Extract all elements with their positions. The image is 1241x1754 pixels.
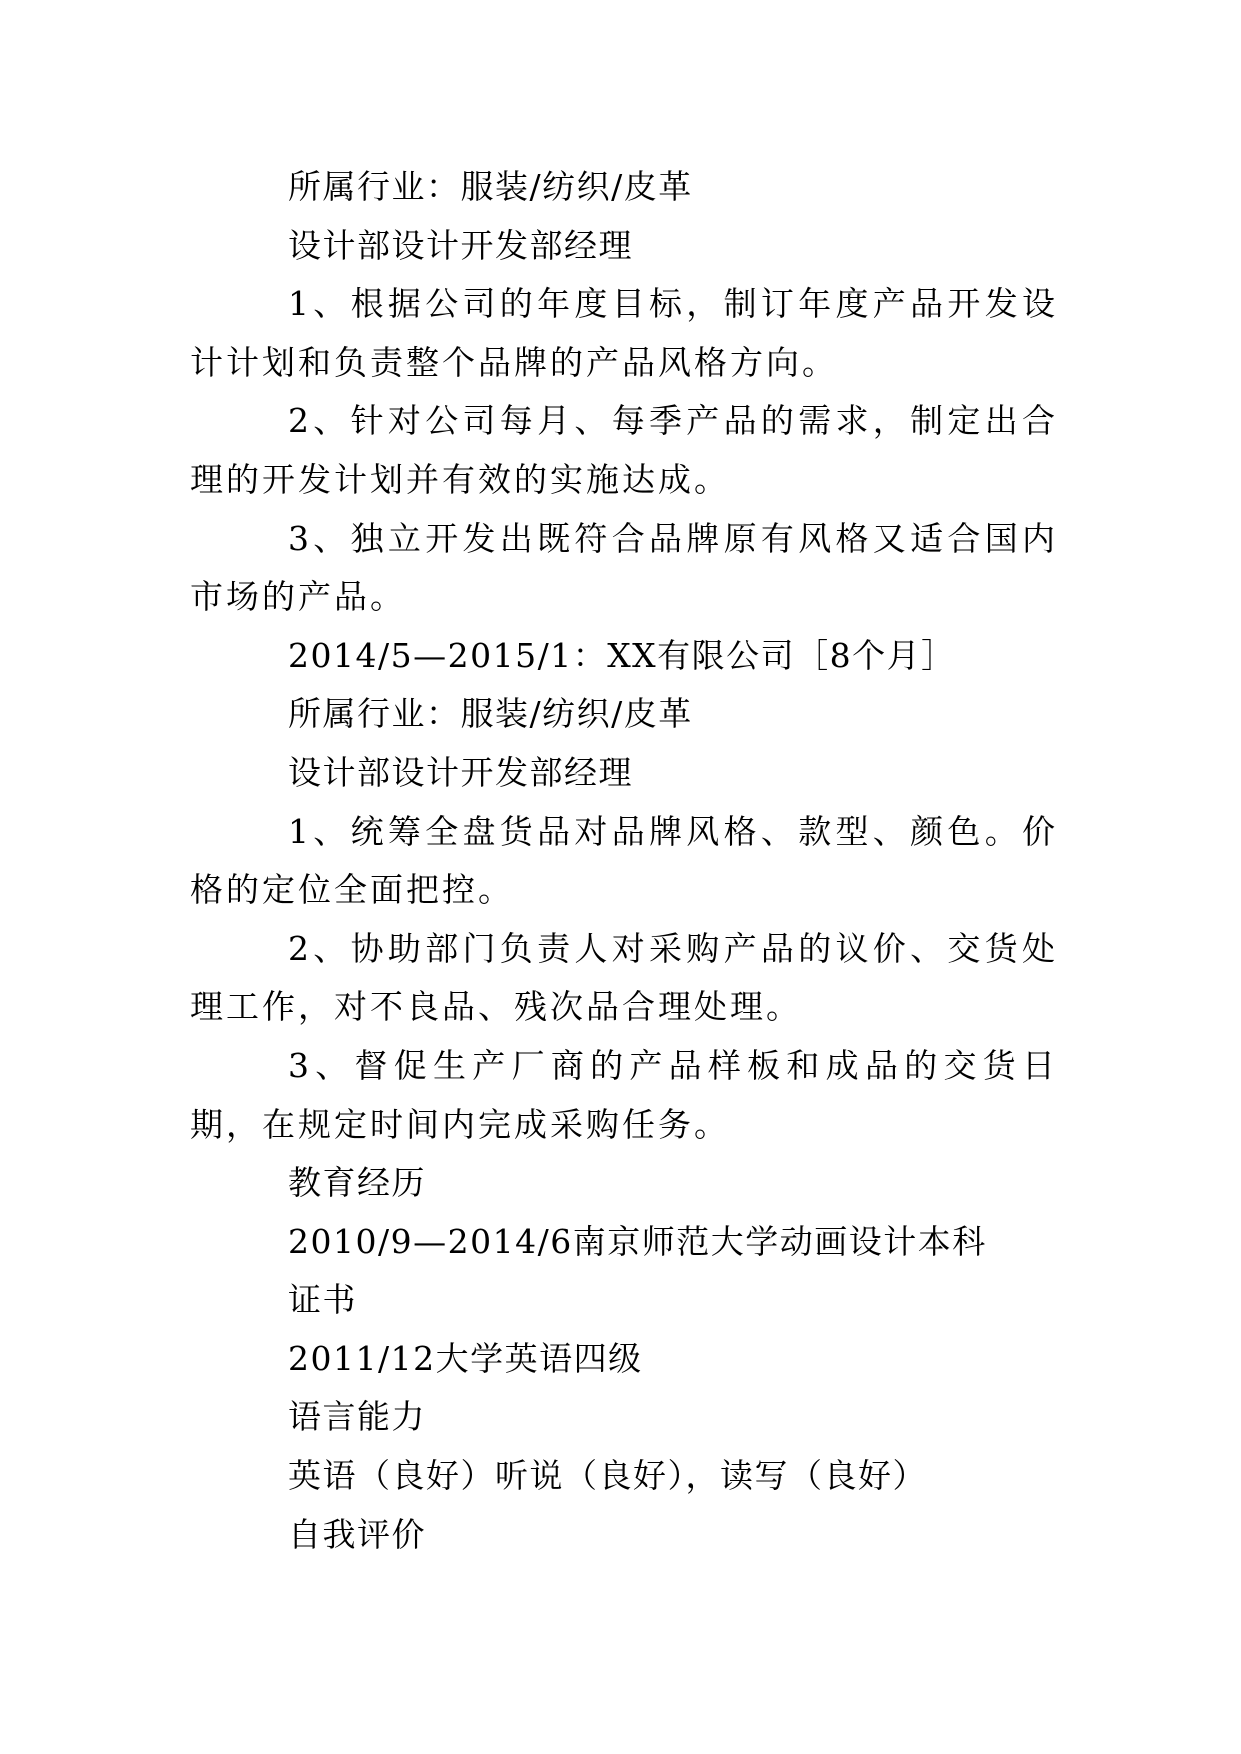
self-evaluation-heading: 自我评价: [288, 1514, 426, 1554]
certificates-heading: 证书: [288, 1280, 357, 1320]
duty-paragraph: 1、根据公司的年度目标，制订年度产品开发设计计划和负责整个品牌的产品风格方向。: [190, 284, 1058, 382]
duty-paragraph: 2、协助部门负责人对采购产品的议价、交货处理工作，对不良品、残次品合理处理。: [190, 928, 1058, 1027]
position-line: 设计部设计开发部经理: [288, 225, 633, 265]
industry-line: 所属行业：服装/纺织/皮革: [288, 167, 693, 206]
duty-paragraph: 3、独立开发出既符合品牌原有风格又适合国内市场的产品。: [190, 518, 1058, 617]
duty-paragraph: 3、督促生产厂商的产品样板和成品的交货日期，在规定时间内完成采购任务。: [190, 1045, 1058, 1144]
education-heading: 教育经历: [288, 1163, 426, 1203]
education-entry: 2010/9—2014/6南京师范大学动画设计本科: [288, 1221, 987, 1261]
language-entry: 英语（良好）听说（良好），读写（良好）: [288, 1456, 927, 1496]
employment-period-line: 2014/5—2015/1：XX有限公司［8个月］: [288, 635, 956, 675]
certificate-entry: 2011/12大学英语四级: [288, 1338, 643, 1378]
duty-paragraph: 1、统筹全盘货品对品牌风格、款型、颜色。价格的定位全面把控。: [190, 811, 1058, 910]
resume-body: [190, 158, 1058, 1564]
duty-paragraph: 2、针对公司每月、每季产品的需求，制定出合理的开发计划并有效的实施达成。: [190, 401, 1058, 499]
position-line: 设计部设计开发部经理: [288, 752, 633, 792]
industry-line: 所属行业：服装/纺织/皮革: [288, 694, 693, 734]
languages-heading: 语言能力: [288, 1397, 426, 1437]
